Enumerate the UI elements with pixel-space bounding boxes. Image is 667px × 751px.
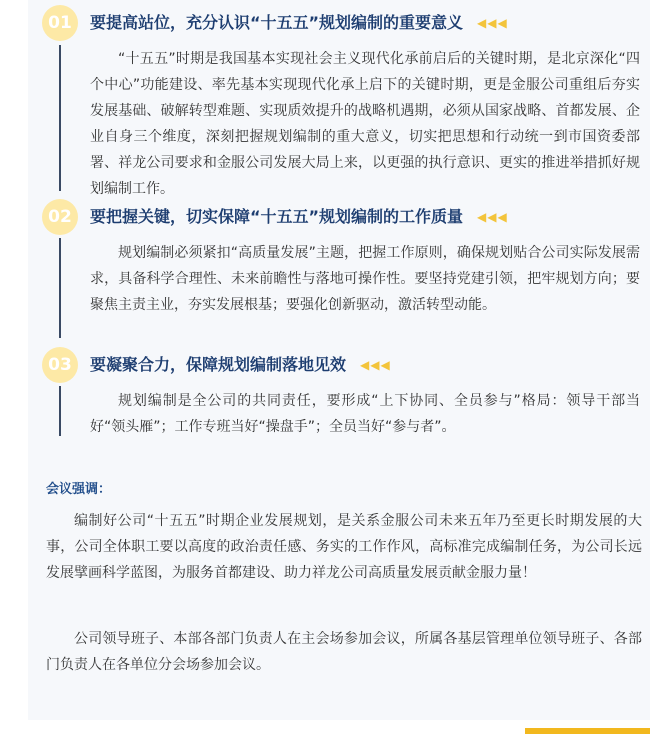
section-title-text: 要提高站位，充分认识“十五五”规划编制的重要意义 [90,13,464,32]
bottom-accent-bar [525,728,650,734]
section-vertical-line [59,238,61,338]
section-body: 规划编制必须紧扣“高质量发展”主题，把握工作原则，确保规划贴合公司实际发展需求，具备科学合理性、未来前瞻性与落地可操作性。要坚持党建引领，把牢规划方向；要聚焦主责主业，夯实发展根基；要强化创新驱动，激活转型动能。 [90,245,640,313]
section-title [90,205,508,229]
attendance-paragraph: 公司领导班子、本部各部门负责人在主会场参加会议，所属各基层管理单位领导班子、各部门负责人在各单位分会场参加会议。 [46,631,642,673]
article-card [28,0,650,720]
triangle-arrows-icon: ◀◀◀ [477,16,508,30]
section-number: 01 [48,13,72,33]
section-title-text: 要凝聚合力，保障规划编制落地见效 [90,355,347,374]
triangle-arrows-icon: ◀◀◀ [360,358,391,372]
closing-paragraph: 编制好公司“十五五”时期企业发展规划，是关系金服公司未来五年乃至更长时期发展的大事，公司全体职工要以高度的政治责任感、务实的工作作风，高标准完成编制任务，为公司长远发展擘画科学蓝图，为服务首都建设、助力祥龙公司高质量发展贡献金服力量！ [46,513,642,581]
section-number-badge [42,199,78,235]
section-number: 02 [48,207,72,227]
section-title-text: 要把握关键，切实保障“十五五”规划编制的工作质量 [90,207,464,226]
emphasis-label: 会议强调： [46,482,112,497]
section-body: “十五五”时期是我国基本实现社会主义现代化承前启后的关键时期，是北京深化“四个中心”功能建设、率先基本实现现代化承上启下的关键时期，更是金服公司重组后夯实发展基础、破解转型难题、实现质效提升的战略机遇期，必须从国家战略、首都发展、企业自身三个维度，深刻把握规划编制的重大意义，切实把思想和行动统一到市国资委部署、祥龙公司要求和金服公司发展大局上来，以更强的执行意识、更实的推进举措抓好规划编制工作。 [90,51,640,197]
section-number-badge [42,347,78,383]
section-title [90,11,508,35]
section-title [90,353,391,377]
section-number-badge [42,5,78,41]
triangle-arrows-icon: ◀◀◀ [477,210,508,224]
section-vertical-line [59,45,61,191]
section-vertical-line [59,386,61,436]
section-body: 规划编制是全公司的共同责任，要形成“上下协同、全员参与”格局：领导干部当好“领头雁”；工作专班当好“操盘手”；全员当好“参与者”。 [90,393,640,435]
section-number: 03 [48,355,72,375]
